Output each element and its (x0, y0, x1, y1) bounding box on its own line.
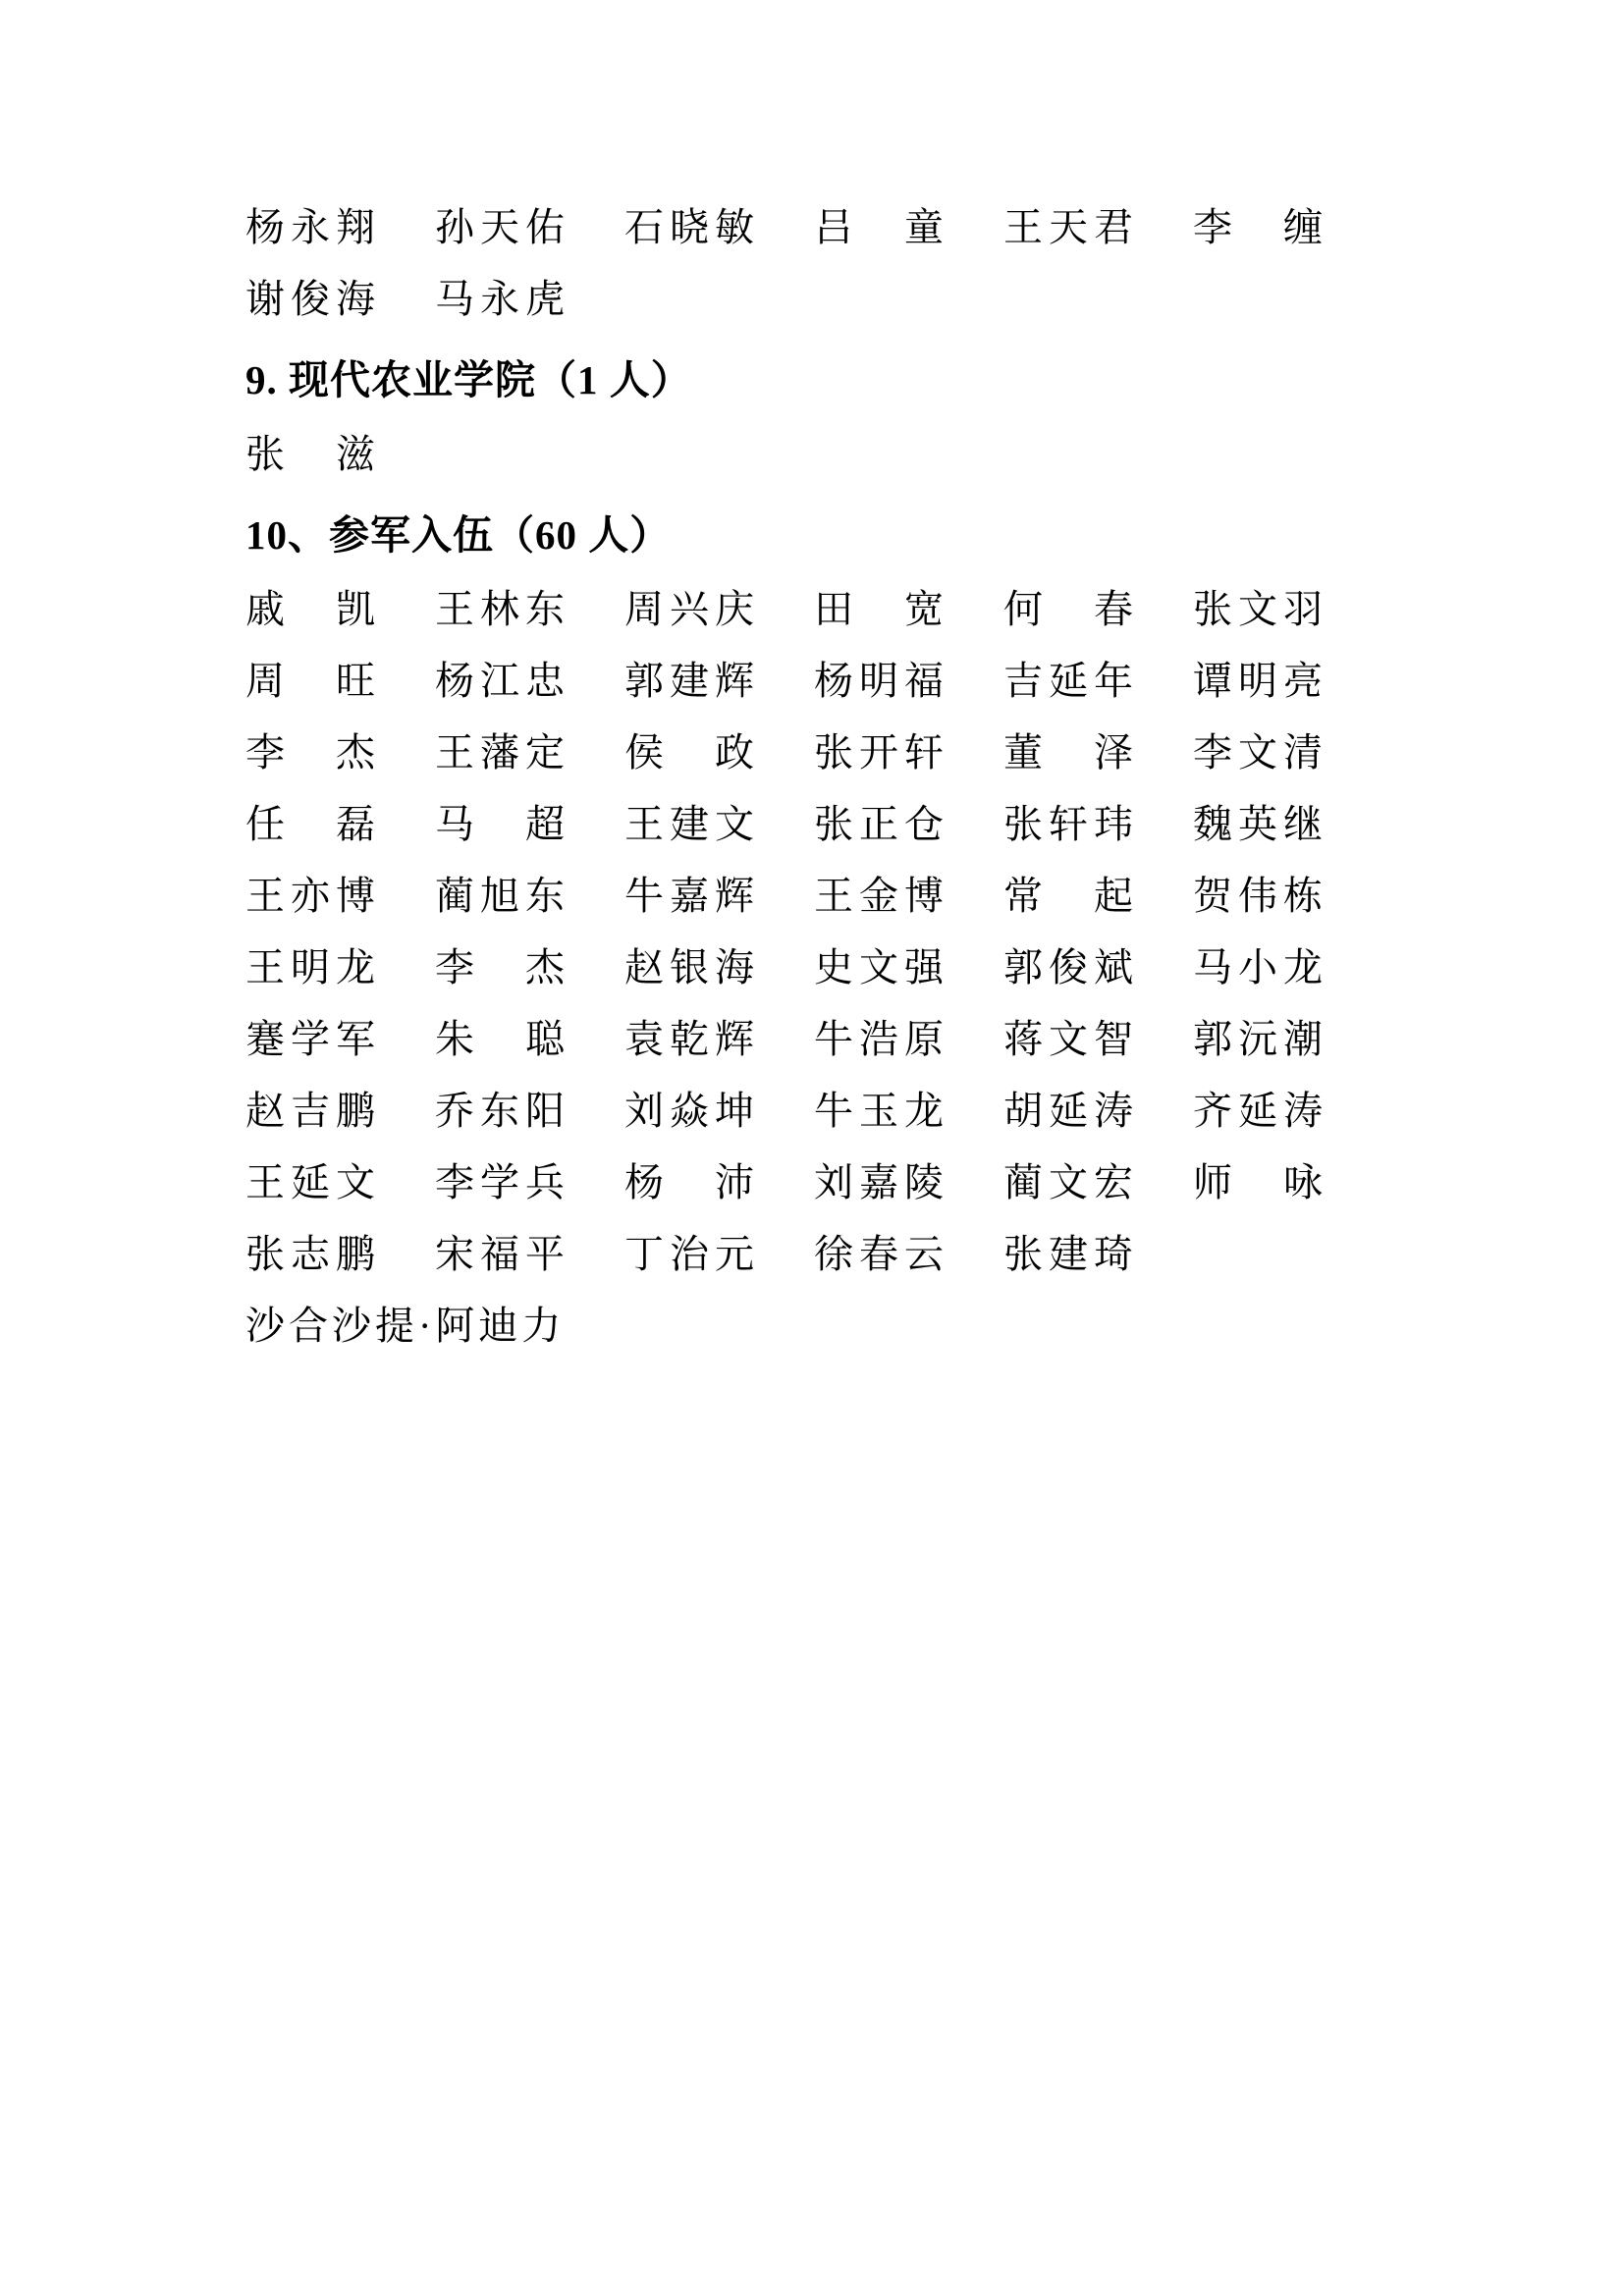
name-cell: 丁治元 (624, 1231, 754, 1276)
name-cell: 魏英继 (1193, 801, 1323, 846)
name-cell: 徐春云 (814, 1231, 944, 1276)
name-cell: 张建琦 (1003, 1231, 1133, 1276)
section-10-heading: 10、参军入伍（60 人） (245, 512, 672, 558)
name-cell: 孙天佑 (435, 204, 565, 249)
name-cell: 张滋 (245, 431, 375, 476)
name-cell: 张正仓 (814, 801, 944, 846)
section-9-heading: 9. 现代农业学院（1 人） (245, 357, 692, 402)
name-cell: 杨沛 (624, 1159, 754, 1204)
leading-name-list (245, 191, 1624, 335)
name-cell: 田宽 (814, 586, 944, 631)
name-row (245, 1147, 1624, 1218)
name-cell: 李学兵 (435, 1159, 565, 1204)
name-cell: 史文强 (814, 944, 944, 989)
name-cell: 李缠 (1193, 204, 1323, 249)
name-cell: 周兴庆 (624, 586, 754, 631)
name-cell: 杨永翔 (245, 204, 375, 249)
name-cell: 任磊 (245, 801, 375, 846)
name-cell: 蔺文宏 (1003, 1159, 1133, 1204)
name-cell: 石晓敏 (624, 204, 754, 249)
name-row (245, 1290, 1624, 1362)
section-10-name-list (245, 573, 1624, 1362)
name-cell: 蒋文智 (1003, 1016, 1133, 1061)
name-row (245, 932, 1624, 1003)
name-cell: 王建文 (624, 801, 754, 846)
name-row (245, 191, 1624, 263)
name-cell: 刘嘉陵 (814, 1159, 944, 1204)
name-cell: 何春 (1003, 586, 1133, 631)
name-cell: 吕童 (814, 204, 944, 249)
name-cell: 乔东阳 (435, 1088, 565, 1133)
name-row (245, 1075, 1624, 1147)
name-cell: 蹇学军 (245, 1016, 375, 1061)
name-cell: 董泽 (1003, 729, 1133, 774)
name-cell: 贺伟栋 (1193, 873, 1323, 918)
name-cell: 侯政 (624, 729, 754, 774)
name-cell: 师咏 (1193, 1159, 1323, 1204)
name-cell: 王天君 (1003, 204, 1133, 249)
name-cell: 赵银海 (624, 944, 754, 989)
name-cell: 沙合沙提·阿迪力 (245, 1303, 566, 1348)
name-cell: 吉延年 (1003, 658, 1133, 703)
name-cell: 李杰 (245, 729, 375, 774)
name-cell: 王林东 (435, 586, 565, 631)
name-cell: 谭明亮 (1193, 658, 1323, 703)
name-cell: 马小龙 (1193, 944, 1323, 989)
name-cell: 李杰 (435, 944, 565, 989)
name-cell: 周旺 (245, 658, 375, 703)
name-cell: 郭俊斌 (1003, 944, 1133, 989)
name-cell: 袁乾辉 (624, 1016, 754, 1061)
name-cell: 王金博 (814, 873, 944, 918)
name-cell: 赵吉鹏 (245, 1088, 375, 1133)
name-cell: 张文羽 (1193, 586, 1323, 631)
name-cell: 牛嘉辉 (624, 873, 754, 918)
name-row (245, 788, 1624, 860)
name-cell: 张开轩 (814, 729, 944, 774)
name-cell: 刘焱坤 (624, 1088, 754, 1133)
name-cell: 齐延涛 (1193, 1088, 1323, 1133)
name-cell: 郭沅潮 (1193, 1016, 1323, 1061)
name-cell: 杨江忠 (435, 658, 565, 703)
name-cell: 蔺旭东 (435, 873, 565, 918)
name-row (245, 573, 1624, 645)
name-cell: 牛玉龙 (814, 1088, 944, 1133)
name-row (245, 1003, 1624, 1075)
name-cell: 朱聪 (435, 1016, 565, 1061)
name-cell: 谢俊海 (245, 276, 375, 321)
name-cell: 张志鹏 (245, 1231, 375, 1276)
name-cell: 王藩定 (435, 729, 565, 774)
name-cell: 杨明福 (814, 658, 944, 703)
name-cell: 常起 (1003, 873, 1133, 918)
name-cell: 王延文 (245, 1159, 375, 1204)
name-cell: 牛浩原 (814, 1016, 944, 1061)
name-row (245, 645, 1624, 717)
name-cell: 王明龙 (245, 944, 375, 989)
name-cell: 宋福平 (435, 1231, 565, 1276)
name-cell: 郭建辉 (624, 658, 754, 703)
name-row (245, 860, 1624, 932)
name-cell: 王亦博 (245, 873, 375, 918)
name-row (245, 1218, 1624, 1290)
name-row (245, 263, 1624, 335)
name-cell: 李文清 (1193, 729, 1323, 774)
name-cell: 马永虎 (435, 276, 565, 321)
name-row (245, 717, 1624, 788)
name-cell: 张轩玮 (1003, 801, 1133, 846)
name-cell: 戚凯 (245, 586, 375, 631)
name-row (245, 418, 1624, 490)
name-cell: 马超 (435, 801, 565, 846)
section-9-name-list (245, 418, 1624, 490)
name-cell: 胡延涛 (1003, 1088, 1133, 1133)
